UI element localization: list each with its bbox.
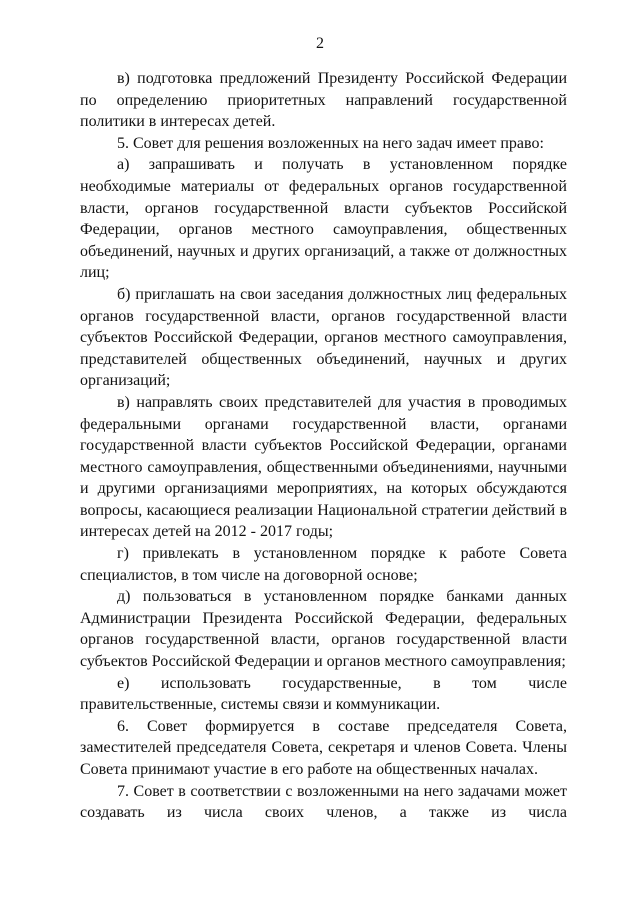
paragraph-5d: д) пользоваться в установленном порядке банками данных Администрации Президента Российской Федерации, федеральных органов государственной власти, органов государственной власти субъектов Российской Федерации и органов местного самоуправления;: [80, 588, 567, 671]
paragraph-5a: а) запрашивать и получать в установленном порядке необходимые материалы от федеральных органов государственной власти, органов государственной власти субъектов Российской Федерации, органов местного самоуправления, общественных объединений, научных и других организаций, а также от должностных лиц;: [80, 156, 567, 282]
paragraph-6: 6. Совет формируется в составе председателя Совета, заместителей председателя Совета, секретаря и членов Совета. Члены Совета принимают участие в его работе на общественных началах.: [80, 717, 567, 778]
paragraph-5v: в) направлять своих представителей для участия в проводимых федеральными органами государственной власти, органами государственной власти субъектов Российской Федерации, органами местного самоуправления, общественными объединениями, научными и другими организациями мероприятиях, на которых обсуждаются вопросы, касающиеся реализации Национальной стратегии действий в интересах детей на 2012 - 2017 годы;: [80, 393, 567, 541]
paragraph-5e: е) использовать государственные, в том числе правительственные, системы связи и коммуникации.: [80, 674, 567, 714]
page-number: 2: [316, 35, 324, 52]
document-body: [80, 68, 567, 824]
paragraph-7: 7. Совет в соответствии с возложенными на него задачами может создавать из числа своих членов, а также из числа: [80, 782, 567, 822]
paragraph-4v: в) подготовка предложений Президенту Российской Федерации по определению приоритетных направлений государственной политики в интересах детей.: [80, 70, 567, 131]
paragraph-5b: б) приглашать на свои заседания должностных лиц федеральных органов государственной власти, органов государственной власти субъектов Российской Федерации, органов местного самоуправления, представителей общественных объединений, научных и других организаций;: [80, 285, 567, 390]
paragraph-5: 5. Совет для решения возложенных на него задач имеет право:: [117, 134, 544, 152]
paragraph-5g: г) привлекать в установленном порядке к работе Совета специалистов, в том числе на договорной основе;: [80, 545, 567, 584]
